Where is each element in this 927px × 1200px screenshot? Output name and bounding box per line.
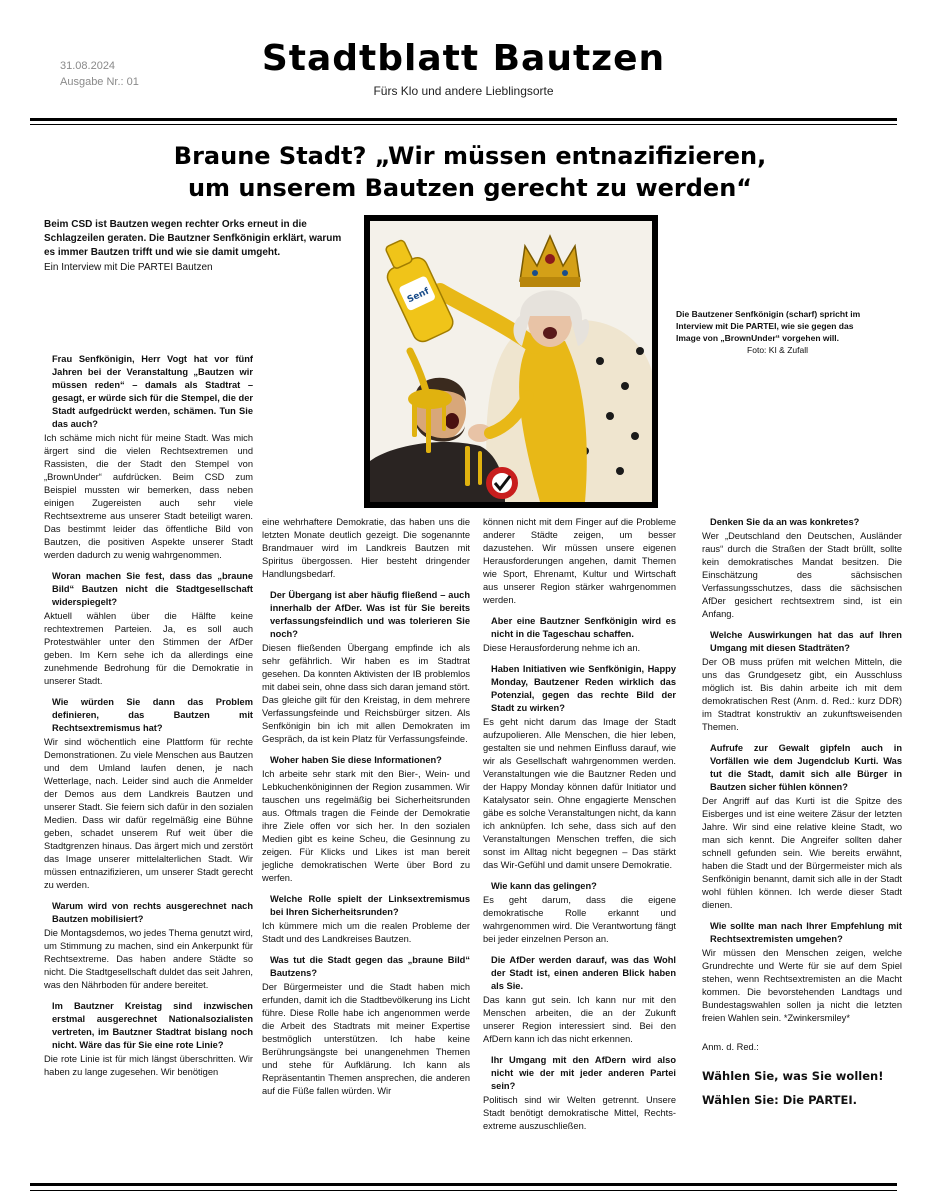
answer: Aktuell wählen über die Hälfte keine rechtextremen Parteien. Ja, es soll auch Protestwähler unter den Stimmen der AfDer geben. Im Kern sehe ich da allerdings eine zunehmende Bedrohung für die Demokratie in unserer Stadt. (44, 611, 253, 686)
answer: Wir müssen den Menschen zeigen, welche Grundrechte und Werte für sie auf dem Spiel stehen, wenn Rechtsextremisten an die Macht kommen. Die bevorstehenden Landtags und Bundestagswahlen sollen ja nicht die letzten freien Wahlen sein. *Zwinkersmiley* (702, 948, 902, 1023)
answer: Politisch sind wir Welten getrennt. Unsere Stadt benötigt demokratische Mittel, Rechts-extreme auszuschließen. (483, 1095, 676, 1131)
answer: Wer „Deutschland den Deutschen, Ausländer raus“ durch die Straßen der Stadt brüllt, sollte kein demokratisches Mandat besitzen. Die Einschätzung des sächsischen Verfassungsschutzes, dass die sächsischen AfDer gesichert rechtsextrem sind, ist ein Anfang. (702, 531, 902, 619)
answer: Diese Herausforderung nehme ich an. (483, 643, 641, 653)
answer: Es geht darum, dass die eigene demokratische Rolle erkannt und wahrgenommen wird. Die Verantwortung fängt bei jeder einzelnen Person an. (483, 895, 676, 944)
article-column-4 (702, 516, 902, 1108)
mustard-queen-illustration (370, 221, 652, 502)
question: Warum wird von rechts ausgerechnet nach Bautzen mobilisiert? (52, 901, 253, 924)
answer: eine wehrhaftere Demokratie, das haben uns die letzten Monate deutlich gezeigt. Die sogenannte Brandmauer wird im Landkreis Bautzen mit Spiritus übergossen. Hier besteht dringender Handlungsbedarf. (262, 517, 470, 579)
question: Die AfDer werden darauf, was das Wohl der Stadt ist, einen anderen Blick haben als Sie. (491, 955, 676, 991)
bottle-label: Senf (405, 286, 431, 306)
article-column-1 (44, 353, 253, 1079)
article-intro (44, 218, 344, 275)
answer: Diesen fließenden Übergang empfinde ich als sehr gefährlich. Wir haben es im Stadtrat gesehen. Da konnten Aktivisten der IB problemlos mit dabei sein, ohne dass sich daran jemand stört. Das gleiche gilt für den Kreistag, in dem mehrere Verfassungsfeinde und Reichsbürger sitzen. Als Senfkönigin bin ich mit allen Demokraten im Gespräch, da ist kein Platz für Verfassungsfeinde. (262, 643, 470, 744)
question: Woher haben Sie diese Informationen? (270, 755, 442, 765)
question: Aufrufe zur Gewalt gipfeln auch in Vorfällen wie dem Jugendclub Kurti. Was tut die Stadt, damit sich alle Bürger in Bautzen sicher fühlen können? (710, 743, 902, 792)
article-headline (90, 140, 850, 204)
article-image-frame (364, 215, 658, 508)
headline-line-1: Braune Stadt? „Wir müssen entnazifizieren, (173, 142, 767, 170)
answer: Der Angriff auf das Kurti ist die Spitze des Eisberges und ist eine weitere Zäsur der letzten Jahre. Wir sind eine relative kleine Stadt, wo man sich kennt. Die Angreifer sollten daher schnell gefunden sein. Wie bereits erwähnt, haben die Stadt und der Bürgermeister mich als Senfkönigin benannt, damit sich alle in der Stadt wohl fühlen können. Ich werde dieser Stadt dienen. (702, 796, 902, 910)
answer: Die Montagsdemos, wo jedes Thema genutzt wird, um Stimmung zu machen, sind ein Ankerpunkt für Rechtsextreme. Das haben andere Städte so nicht. Die Stadtgesellschaft duldet das seit Jahren, was den Nährboden für andere bereitet. (44, 928, 253, 990)
article-column-2 (262, 516, 470, 1098)
newspaper-subtitle: Fürs Klo und andere Lieblingsorte (373, 84, 554, 98)
answer: Der Bürgermeister und die Stadt haben mich erfunden, damit ich die Stadtbevölkerung ins Licht führe. Diese Rolle habe ich angenommen werde die Arbeit des Stadtrats mit meiner Expertise bestmöglich unterstützen. Ich habe keine Berührungsängste bei unangenehmen Themen und stehe für Aufklärung. Ich kann als Repräsentantin Themen ansprechen, die anderen auf die Füße fallen würden. Wir (262, 982, 470, 1096)
question: Wie kann das gelingen? (491, 881, 597, 891)
question: Woran machen Sie fest, dass das „braune Bild“ Bautzen nicht die Stadtgesellschaft widerspiegelt? (52, 571, 253, 607)
answer: Ich arbeite sehr stark mit den Bier-, Wein- und Lebkuchenköniginnen der Region zusammen. Wir tauschen uns regelmäßig bei Sicherheitsrunden aus. Oftmals tragen die Feinde der Demokratie ihre Ziele offen vor sich her. In den sozialen Medien gibt es keine Scheu, die Gesinnung zu zeigen. Für Klicks und Likes ist man bereit jegliche demokratischen Werte über Bord zu werfen. (262, 769, 470, 883)
answer: Die rote Linie ist für mich längst überschritten. Wir haben zu lange zugesehen. Wir benötigen (44, 1054, 253, 1077)
question: Was tut die Stadt gegen das „braune Bild“ Bautzens? (270, 955, 470, 978)
answer: Es geht nicht darum das Image der Stadt aufzupolieren. Alle Menschen, die hier leben, gestalten sie und nehmen Einfluss darauf, wie wir als Gesellschaft wahrgenommen werden. Veranstaltungen wie die Bautzner Reden und der Happy Monday können dafür Initiator und Katalysator sein. Ohne engagierte Menschen gäbe es solche Veranstaltungen nicht, da kann ich anknüpfen. Ich sehe, dass sich auf den Veranstaltungen Menschen treffen, die sich sonst im Alltag nicht begegnen – Das stärkt das Wir-Gefühl und damit unsere Demokratie. (483, 717, 676, 870)
answer: Ich kümmere mich um die realen Probleme der Stadt und des Landkreises Bautzen. (262, 921, 470, 944)
question: Im Bautzner Kreistag sind inzwischen erstmal ausgerechnet Nationalsozialisten vertreten, im Bautzner Stadtrat bislang noch nicht. Wäre das für Sie eine rote Linie? (52, 1001, 253, 1050)
footer-rule-thick (30, 1183, 897, 1186)
answer: Wir sind wöchentlich eine Plattform für rechte Demonstrationen. Zu viele Menschen aus Bautzen und dem Umland laufen denen, je nach Wetterlage, nach. Leider sind auch die Anmelder der Demos aus dem Landkreis Bautzen und unserer Stadt. Sie feiern sich dafür in den sozialen Medien. Dass wir dafür regelmäßig eine Bühne geben, schadet unserem Ruf weit über die Stadtgrenzen hinaus. Das ärgert mich und zerstört das Image unserer mittelalterlichen Stadt. Wir müssen entnazifizieren, um unserer Stadt gerecht zu werden. (44, 737, 253, 890)
answer: Ich schäme mich nicht für meine Stadt. Was mich ärgert sind die vielen Rechtsextremen und Rassisten, die der Stadt den Stempel von „BrownUnder“ aufdrücken. Beim CSD zum Beispiel mussten wir bemerken, dass neben einigen Zugereisten auch sehr viele Rechtsextreme aus unserer Stadt beteiligt waren. Das bestimmt leider das öffentliche Bild von Bautzen, die positiven Aspekte unserer Stadt werden dadurch zu wenig wahrgenommen. (44, 433, 253, 560)
question: Welche Auswirkungen hat das auf Ihren Umgang mit diesen Stadträten? (710, 630, 902, 653)
photo-credit: Foto: KI & Zufall (747, 345, 808, 355)
intro-lead: Beim CSD ist Bautzen wegen rechter Orks erneut in die Schlagzeilen geraten. Die Bautzner Senfkönigin erklärt, warum es immer Bautzen trifft und wie sie damit umgeht. (44, 219, 342, 258)
answer: Der OB muss prüfen mit welchen Mitteln, die uns das Grundgesetz gibt, ein Ausschluss möglich ist. Bis dahin arbeite ich mit dem demokratischen Rest (Anm. d. Red.: kurz DDR) im Stadtrat konstruktiv an zukunftsweisenden Themen. (702, 657, 902, 732)
issue-date: 31.08.2024 (60, 60, 116, 72)
issue-number: Ausgabe Nr.: 01 (60, 76, 139, 88)
headline-line-2: um unserem Bautzen gerecht zu werden“ (187, 174, 753, 202)
question: Wie würden Sie dann das Problem definieren, das Bautzen mit Rechtsextremismus hat? (52, 697, 253, 733)
answer: können nicht mit dem Finger auf die Probleme anderer Städte zeigen, um besser dazustehen. Wir müssen unsere eigenen Herausforderungen angehen, damit Themen wie Sport, Ehrenamt, Kultur und Wirtschaft aus unserer Region stärker wahrgenommen werden. (483, 517, 676, 605)
footer-rule-thin (30, 1190, 897, 1191)
newspaper-title: Stadtblatt Bautzen (261, 38, 666, 79)
image-caption (676, 308, 866, 356)
question: Haben Initiativen wie Senfkönigin, Happy Monday, Bautzener Reden wirklich das Potenzial, gegen das rechte Bild der Stadt zu wirken? (491, 664, 676, 713)
masthead-rule-thin (30, 124, 897, 125)
question: Denken Sie da an was konkretes? (710, 517, 860, 527)
question: Frau Senfkönigin, Herr Vogt hat vor fünf Jahren bei der Veranstaltung „Bautzen wir müssen reden“ – damals als Stadtrat – gesagt, er würde sich für die Stempel, die der Stadt aufgedrückt werden, schämen. Tun Sie das auch? (52, 354, 253, 429)
question: Aber eine Bautzner Senfkönigin wird es nicht in die Tageschau schaffen. (491, 616, 676, 639)
closing-slogan-1: Wählen Sie, was Sie wollen! (702, 1069, 884, 1083)
masthead (200, 36, 727, 98)
question: Der Übergang ist aber häufig fließend – auch innerhalb der AfDer. Was ist für Sie bereits verfassungsfeindlich und was tolerieren Sie noch? (270, 590, 470, 639)
article-image (370, 221, 652, 502)
closing-slogan-2: Wählen Sie: Die PARTEI. (702, 1093, 858, 1107)
editor-note: Anm. d. Red.: (702, 1042, 759, 1052)
question: Wie sollte man nach Ihrer Empfehlung mit Rechtsextremisten umgehen? (710, 921, 902, 944)
intro-byline: Ein Interview mit Die PARTEI Bautzen (44, 262, 213, 273)
answer: Das kann gut sein. Ich kann nur mit den Menschen arbeiten, die an der Zukunft unserer Region interessiert sind. Bei den AfDern kann ich das nicht erkennen. (483, 995, 676, 1044)
article-column-3 (483, 516, 676, 1133)
caption-text: Die Bautzener Senfkönigin (scharf) spricht im Interview mit Die PARTEI, wie sie gegen das Image von „BrownUnder“ vorgehen will. (676, 309, 861, 343)
masthead-rule-thick (30, 118, 897, 121)
issue-meta (60, 58, 139, 90)
question: Ihr Umgang mit den AfDern wird also nicht wie der mit jeder anderen Partei sein? (491, 1055, 676, 1091)
question: Welche Rolle spielt der Linksextremismus bei Ihren Sicherheitsrunden? (270, 894, 470, 917)
